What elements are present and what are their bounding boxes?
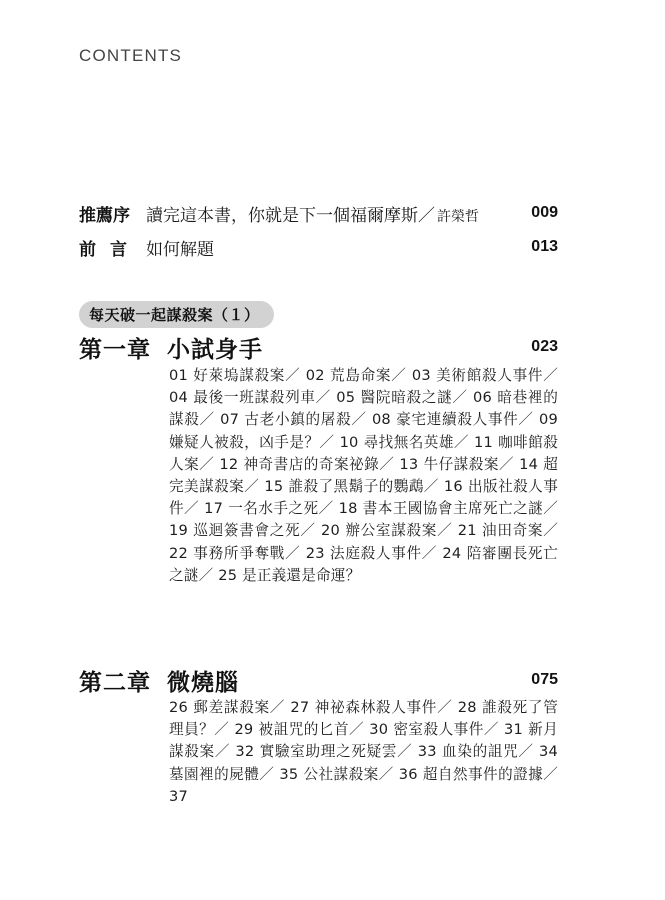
toc-entry-foreword[interactable]: [79, 201, 558, 225]
chapter-number: 第二章: [79, 668, 151, 696]
chapter-number: 第一章: [79, 335, 151, 363]
entry-label: 推薦序: [79, 205, 130, 226]
chapter-2-case-list: 26 郵差謀殺案／ 27 神祕森林殺人事件／ 28 誰殺死了管理員？／ 29 被詛咒的匕首／ 30 密室殺人事件／ 31 新月謀殺案／ 32 實驗室助理之死疑雲／ 33 血染的詛咒／ 34 墓園裡的屍體／ 35 公社謀殺案／ 36 超自然事件的證據／ 37: [169, 699, 558, 805]
entry-title: 如何解題: [146, 239, 214, 260]
section-label-pill: 每天破一起謀殺案（１）: [79, 301, 274, 328]
entry-page-number: 009: [531, 204, 558, 221]
entry-label: 前言: [79, 239, 141, 260]
entry-author: 許榮哲: [437, 208, 479, 225]
chapter-title: 微燒腦: [167, 668, 239, 696]
chapter-page-number: 023: [531, 338, 558, 355]
chapter-title: 小試身手: [167, 335, 263, 363]
chapter-1-case-list: 01 好萊塢謀殺案／ 02 荒島命案／ 03 美術館殺人事件／ 04 最後一班謀殺列車／ 05 醫院暗殺之謎／ 06 暗巷裡的謀殺／ 07 古老小鎮的屠殺／ 08 豪宅連續殺人事件／ 09 嫌疑人被殺，凶手是？／ 10 尋找無名英雄／ 11 咖啡館殺人案／ 12 神奇書店的奇案祕錄／ 13 牛仔謀殺案／ 14 超完美謀殺案／ 15 誰殺了黑鬍子的鸚鵡／ 16 出版社殺人事件／ 17 一名水手之死／ 18 書本王國協會主席死亡之謎／ 19 巡迴簽書會之死／ 20 辦公室謀殺案／ 21 油田奇案／ 22 事務所爭奪戰／ 23 法庭殺人事件／ 24 陪審團長死亡之謎／ 25 是正義還是命運？: [169, 367, 558, 584]
chapter-page-number: 075: [531, 671, 558, 688]
toc-entry-preface[interactable]: [79, 235, 558, 259]
entry-page-number: 013: [531, 238, 558, 255]
page-header: CONTENTS: [79, 46, 183, 65]
chapter-1-heading[interactable]: [79, 331, 558, 363]
chapter-2-heading[interactable]: [79, 664, 558, 696]
entry-title: 讀完這本書，你就是下一個福爾摩斯／ 許榮哲: [146, 205, 479, 226]
